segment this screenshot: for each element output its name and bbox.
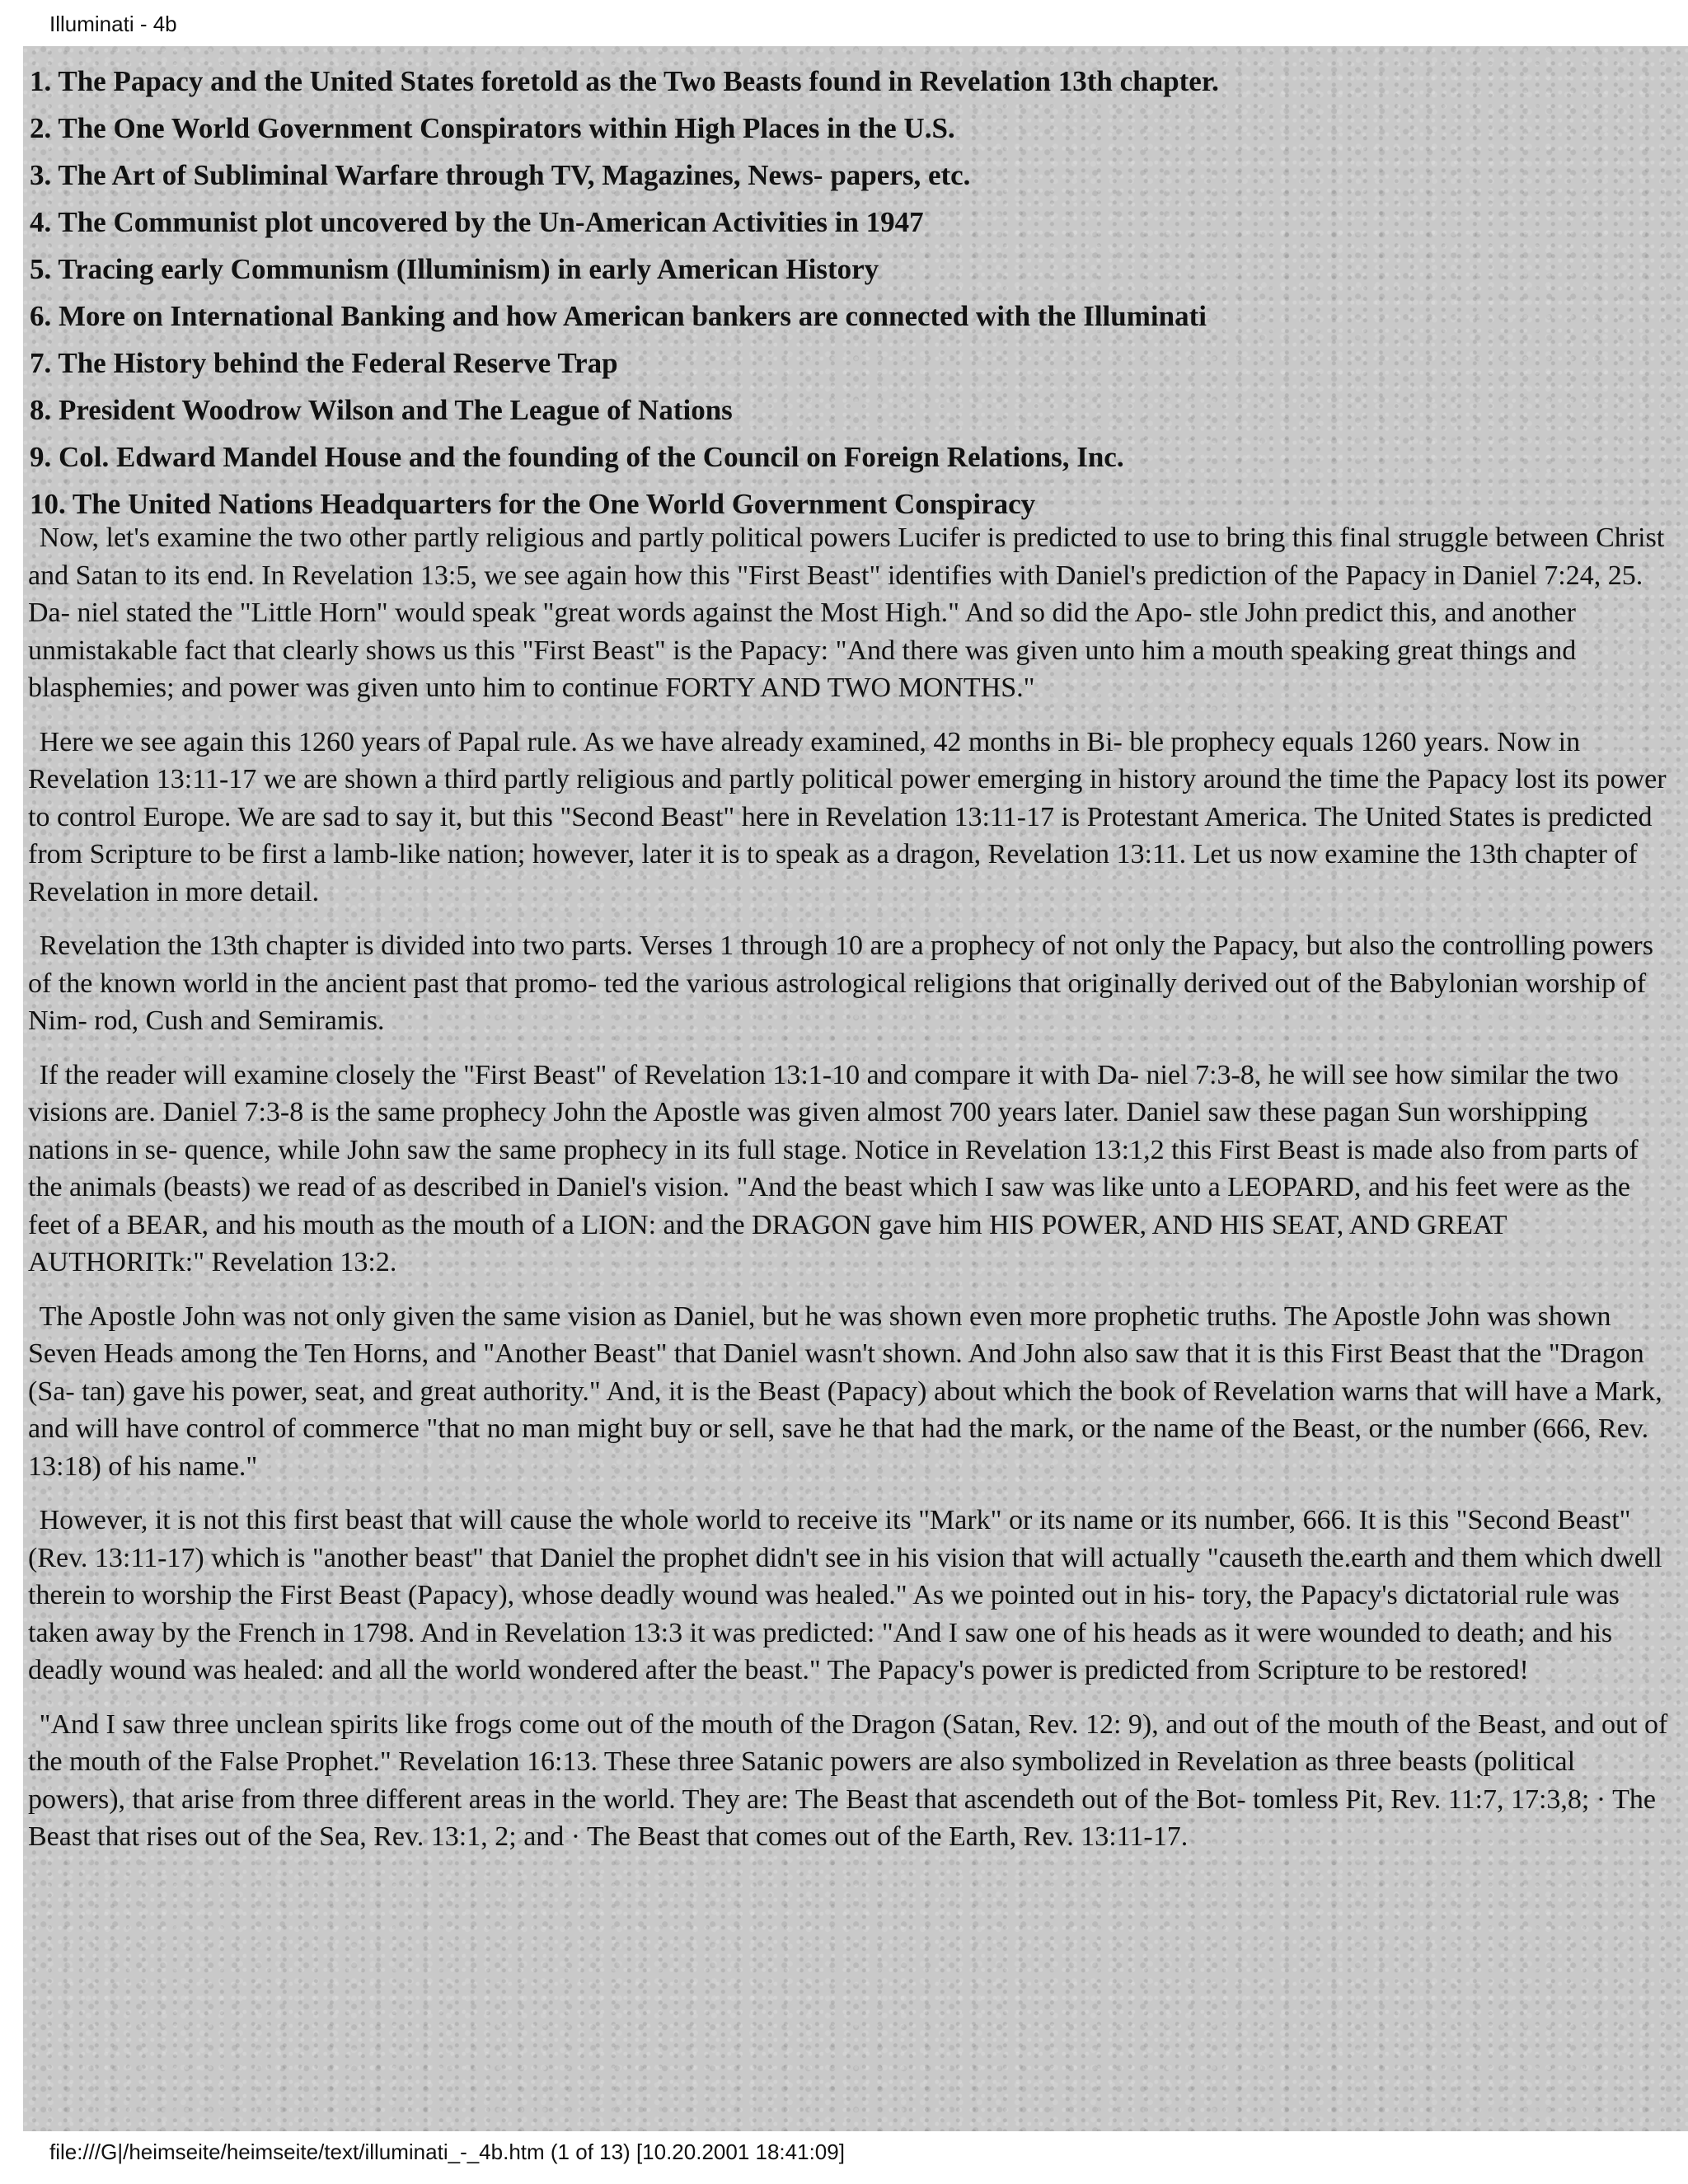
body-paragraph: Here we see again this 1260 years of Papal rule. As we have already examined, 42 months in Bi- ble prophecy equals 1260 years. Now in Revelation 13:11-17 we are shown a third partly religious and partly political power emerging in history around the time the Papacy lost its power to control Europe. We are sad to say it, but this "Second Beast" here in Revelation 13:11-17 is Protestant America. The United States is predicted from Scripture to be first a lamb-like nation; however, later it is to speak as a dragon, Revelation 13:11. Let us now examine the 13th chapter of Revelation in more detail. <box>28 726 1667 907</box>
toc-item: 3. The Art of Subliminal Warfare through TV, Magazines, News- papers, etc. <box>30 159 971 191</box>
body-paragraph: The Apostle John was not only given the same vision as Daniel, but he was shown even more prophetic truths. The Apostle John was shown Seven Heads among the Ten Horns, and "Another Beast" that Daniel wasn't shown. And John also saw that it is this First Beast that the "Dragon (Sa- tan) gave his power, seat, and great authority." And, it is the Beast (Papacy) about which the book of Revelation warns that will have a Mark, and will have control of commerce "that no man might buy or sell, save he that had the mark, or the name of the Beast, or the number (666, Rev. 13:18) of his name." <box>28 1301 1662 1482</box>
toc-item: 1. The Papacy and the United States foretold as the Two Beasts found in Revelation 13th chapter. <box>30 65 1219 97</box>
body-paragraph: If the reader will examine closely the "First Beast" of Revelation 13:1-10 and compare it with Da- niel 7:3-8, he will see how similar the two visions are. Daniel 7:3-8 is the same prophecy John the Apostle was given almost 700 years later. Daniel saw these pagan Sun worshipping nations in se- quence, while John saw the same prophecy in its full stage. Notice in Revelation 13:1,2 this First Beast is made also from parts of the animals (beasts) we read of as described in Daniel's vision. "And the beast which I saw was like unto a LEOPARD, and his feet were as the feet of a BEAR, and his mouth as the mouth of a LION: and the DRAGON gave him HIS POWER, AND HIS SEAT, AND GREAT AUTHORITk:" Revelation 13:2. <box>28 1059 1639 1277</box>
toc-item: 6. More on International Banking and how American bankers are connected with the Illuminati <box>30 300 1207 332</box>
toc-item: 2. The One World Government Conspirators within High Places in the U.S. <box>30 112 955 144</box>
body-paragraph: Revelation the 13th chapter is divided into two parts. Verses 1 through 10 are a prophecy of not only the Papacy, but also the controlling powers of the known world in the ancient past that promo- ted the various astrological religions that originally derived out of the Babylonian worship of Nim- rod, Cush and Semiramis. <box>28 930 1653 1036</box>
page-content <box>23 46 1688 2131</box>
toc-item: 9. Col. Edward Mandel House and the founding of the Council on Foreign Relations, Inc. <box>30 441 1124 473</box>
toc-item: 5. Tracing early Communism (Illuminism) in early American History <box>30 253 879 285</box>
toc-item: 10. The United Nations Headquarters for the One World Government Conspiracy <box>30 488 1036 520</box>
table-of-contents <box>30 58 1678 527</box>
toc-item: 7. The History behind the Federal Reserve Trap <box>30 347 618 379</box>
body-paragraph: However, it is not this first beast that will cause the whole world to receive its "Mark" or its name or its number, 666. It is this "Second Beast" (Rev. 13:11-17) which is "another beast" that Daniel the prophet didn't see in his vision that will actually "causeth the.earth and them which dwell therein to worship the First Beast (Papacy), whose deadly wound was healed." As we pointed out in his- tory, the Papacy's dictatorial rule was taken away by the French in 1798. And in Revelation 13:3 it was predicted: "And I saw one of his heads as it were wounded to death; and his deadly wound was healed: and all the world wondered after the beast." The Papacy's power is predicted from Scripture to be restored! <box>28 1505 1662 1685</box>
body-paragraph: Now, let's examine the two other partly religious and partly political powers Lucifer is predicted to use to bring this final struggle between Christ and Satan to its end. In Revelation 13:5, we see again how this "First Beast" identifies with Daniel's prediction of the Papacy in Daniel 7:24, 25. Da- niel stated the "Little Horn" would speak "great words against the Most High." And so did the Apo- stle John predict this, and another unmistakable fact that clearly shows us this "First Beast" is the Papacy: "And there was given unto him a mouth speaking great things and blasphemies; and power was given unto him to continue FORTY AND TWO MONTHS." <box>28 523 1665 703</box>
toc-item: 4. The Communist plot uncovered by the Un-American Activities in 1947 <box>30 206 924 238</box>
body-paragraph: "And I saw three unclean spirits like frogs come out of the mouth of the Dragon (Satan, Rev. 12: 9), and out of the mouth of the Beast, and out of the mouth of the False Prophet." Revelation 16:13. These three Satanic powers are also symbolized in Revelation as three beasts (political powers), that arise from three different areas in the world. They are: The Beast that ascendeth out of the Bot- tomless Pit, Rev. 11:7, 17:3,8; · The Beast that rises out of the Sea, Rev. 13:1, 2; and · The Beast that comes out of the Earth, Rev. 13:11-17. <box>28 1708 1668 1852</box>
print-footer-url: file:///G|/heimseite/heimseite/text/illuminati_-_4b.htm (1 of 13) [10.20.2001 18:41:09] <box>49 2139 845 2164</box>
article-body <box>28 519 1672 1872</box>
print-header-title: Illuminati - 4b <box>49 12 177 36</box>
toc-item: 8. President Woodrow Wilson and The League of Nations <box>30 394 733 426</box>
